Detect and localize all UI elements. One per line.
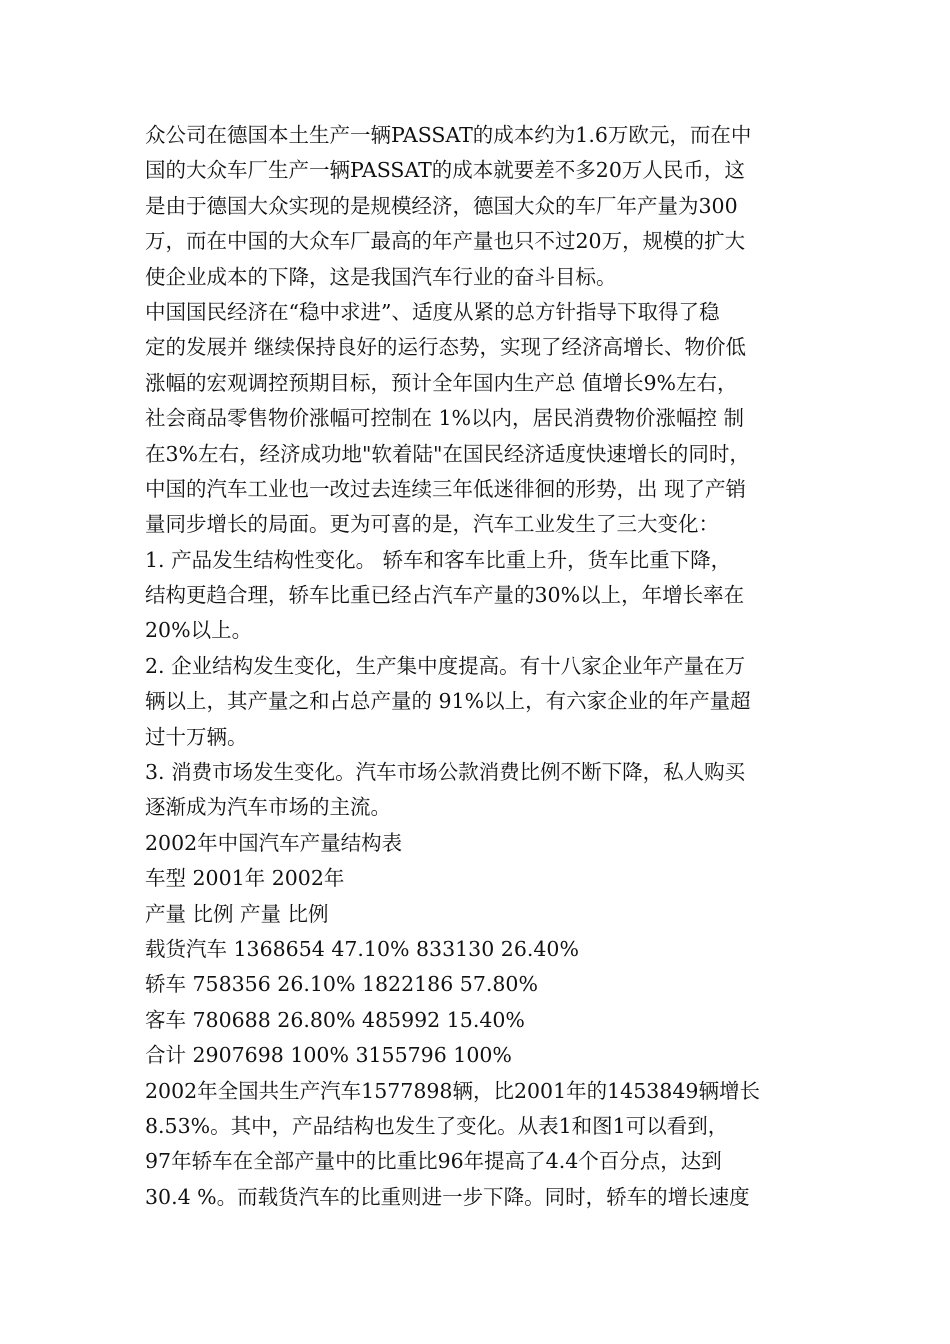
text-line: 20%以上。 (145, 618, 253, 643)
text-line: 定的发展并 继续保持良好的运行态势，实现了经济高增长、物价低 (145, 335, 747, 360)
text-line: 结构更趋合理，轿车比重已经占汽车产量的30%以上，年增长率在 (145, 583, 745, 608)
text-line: 中国的汽车工业也一改过去连续三年低迷徘徊的形势，出 现了产销 (145, 476, 747, 501)
list-item-2: 2. 企业结构发生变化，生产集中度提高。有十八家企业年产量在万 (145, 653, 746, 678)
text-line: 在3%左右，经济成功地"软着陆"在国民经济适度快速增长的同时， (145, 441, 750, 466)
text-line: 过十万辆。 (145, 724, 248, 749)
text-line: 是由于德国大众实现的是规模经济，德国大众的车厂年产量为300 (145, 193, 738, 218)
text-line: 2002年全国共生产汽车1577898辆，比2001年的1453849辆增长 (145, 1078, 760, 1103)
text-line: 97年轿车在全部产量中的比重比96年提高了4.4个百分点，达到 (145, 1149, 722, 1174)
text-line: 辆以上，其产量之和占总产量的 91%以上，有六家企业的年产量超 (145, 689, 751, 714)
document-body (145, 118, 810, 1215)
table-row: 轿车 758356 26.10% 1822186 57.80% (145, 972, 538, 997)
list-item-1: 1. 产品发生结构性变化。 轿车和客车比重上升，货车比重下降， (145, 547, 732, 572)
text-line: 社会商品零售物价涨幅可控制在 1%以内，居民消费物价涨幅控 制 (145, 406, 745, 431)
text-line: 涨幅的宏观调控预期目标，预计全年国内生产总 值增长9%左右， (145, 370, 738, 395)
table-row: 载货汽车 1368654 47.10% 833130 26.40% (145, 936, 579, 961)
list-item-3: 3. 消费市场发生变化。汽车市场公款消费比例不断下降，私人购买 (145, 760, 746, 785)
text-line: 使企业成本的下降，这是我国汽车行业的奋斗目标。 (145, 264, 617, 289)
table-header-row: 车型 2001年 2002年 (145, 866, 345, 891)
text-line: 8.53%。其中，产品结构也发生了变化。从表1和图1可以看到， (145, 1113, 729, 1138)
text-line: 30.4 %。而载货汽车的比重则进一步下降。同时，轿车的增长速度 (145, 1184, 750, 1209)
text-line: 众公司在德国本土生产一辆PASSAT的成本约为1.6万欧元，而在中 (145, 123, 752, 147)
table-subheader-row: 产量 比例 产量 比例 (145, 901, 329, 926)
text-line: 量同步增长的局面。更为可喜的是，汽车工业发生了三大变化： (145, 512, 719, 537)
text-line: 国的大众车厂生产一辆PASSAT的成本就要差不多20万人民币，这 (145, 158, 745, 183)
text-line: 中国国民经济在“稳中求进”、适度从紧的总方针指导下取得了稳 (145, 299, 720, 324)
table-title: 2002年中国汽车产量结构表 (145, 830, 403, 855)
table-row: 客车 780688 26.80% 485992 15.40% (145, 1007, 525, 1032)
text-line: 万，而在中国的大众车厂最高的年产量也只不过20万，规模的扩大 (145, 229, 746, 254)
table-total-row: 合计 2907698 100% 3155796 100% (145, 1043, 512, 1068)
text-line: 逐渐成为汽车市场的主流。 (145, 795, 391, 820)
